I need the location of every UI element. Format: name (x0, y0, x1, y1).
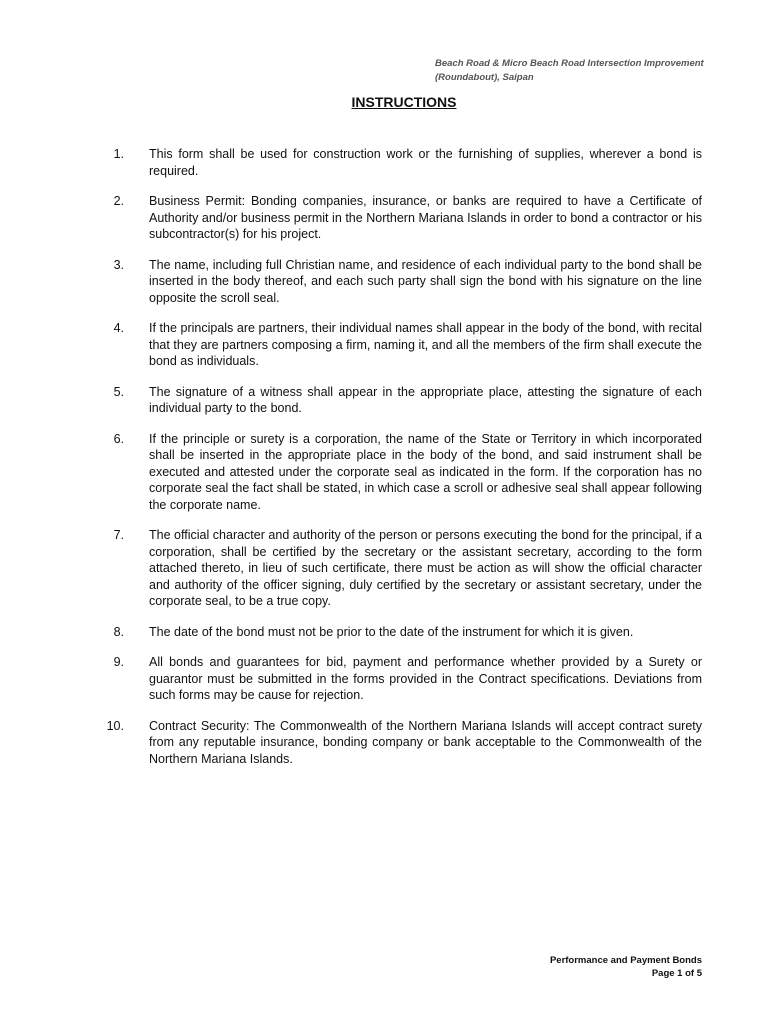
instructions-list (0, 146, 770, 781)
instruction-item (0, 624, 770, 641)
footer-page-number: Page 1 of 5 (651, 968, 702, 979)
instruction-item (0, 193, 770, 243)
item-number: 3. (113, 257, 124, 272)
item-number: 10. (106, 718, 124, 733)
item-number: 5. (113, 384, 124, 399)
footer-document-title: Performance and Payment Bonds (549, 955, 702, 966)
instruction-item (0, 718, 770, 768)
item-text: Contract Security: The Commonwealth of the Northern Mariana Islands will accept contract surety from any reputable insurance, bonding company or bank acceptable to the Commonwealth of the Northern Mariana Islands. (149, 718, 702, 766)
item-text: If the principals are partners, their individual names shall appear in the body of the bond, with recital that they are partners composing a firm, naming it, and all the members of the firm shall execute the bond as individuals. (149, 321, 702, 368)
instruction-item (0, 431, 770, 514)
instruction-item (0, 257, 770, 307)
item-number: 2. (113, 194, 124, 208)
instruction-item (0, 320, 770, 370)
instruction-item (0, 654, 770, 704)
instruction-item (0, 384, 770, 417)
item-text: The official character and authority of the person or persons executing the bond for the principal, if a corporation, shall be certified by the secretary or the assistant secretary, according to the form attached thereto, in lieu of such certificate, there must be action as will show the official character and authority of the officer signing, duly certified by the secretary or assistant secretary, under the corporate seal, to be a true copy. (149, 528, 702, 608)
item-number: 7. (113, 528, 124, 542)
header-project-line-1: Beach Road & Micro Beach Road Intersection Improvement (435, 58, 704, 69)
page-title: INSTRUCTIONS (351, 94, 457, 110)
item-text: The signature of a witness shall appear in the appropriate place, attesting the signature of each individual party to the bond. (149, 384, 702, 415)
item-text: The name, including full Christian name, and residence of each individual party to the bond shall be inserted in the body thereof, and each such party shall sign the bond with his signature on the line opposite the scroll seal. (149, 257, 702, 305)
item-number: 8. (113, 624, 124, 639)
item-number: 1. (113, 147, 124, 161)
document-header (435, 57, 735, 85)
item-number: 9. (113, 655, 124, 669)
item-text: This form shall be used for construction work or the furnishing of supplies, wherever a bond is required. (149, 147, 702, 178)
item-text: If the principle or surety is a corporation, the name of the State or Territory in which incorporated shall be inserted in the appropriate place in the body of the bond, and said instrument shall be executed and attested under the corporate seal as indicated in the form. If the corporation has no corporate seal the fact shall be stated, in which case a scroll or adhesive seal shall appear following the corporate name. (149, 431, 702, 512)
instruction-item (0, 527, 770, 610)
item-number: 4. (113, 321, 124, 335)
item-number: 6. (113, 431, 124, 446)
item-text: The date of the bond must not be prior to the date of the instrument for which it is given. (149, 624, 634, 639)
document-footer (550, 954, 702, 980)
header-project-line-2: (Roundabout), Saipan (435, 72, 534, 83)
instruction-item (0, 146, 770, 179)
item-text: Business Permit: Bonding companies, insurance, or banks are required to have a Certificate of Authority and/or business permit in the Northern Mariana Islands in order to bond a contractor or his subcontractor(s) for his project. (149, 194, 702, 241)
item-text: All bonds and guarantees for bid, payment and performance whether provided by a Surety or guarantor must be submitted in the forms provided in the Contract specifications. Deviations from such forms may be cause for rejection. (149, 655, 702, 702)
